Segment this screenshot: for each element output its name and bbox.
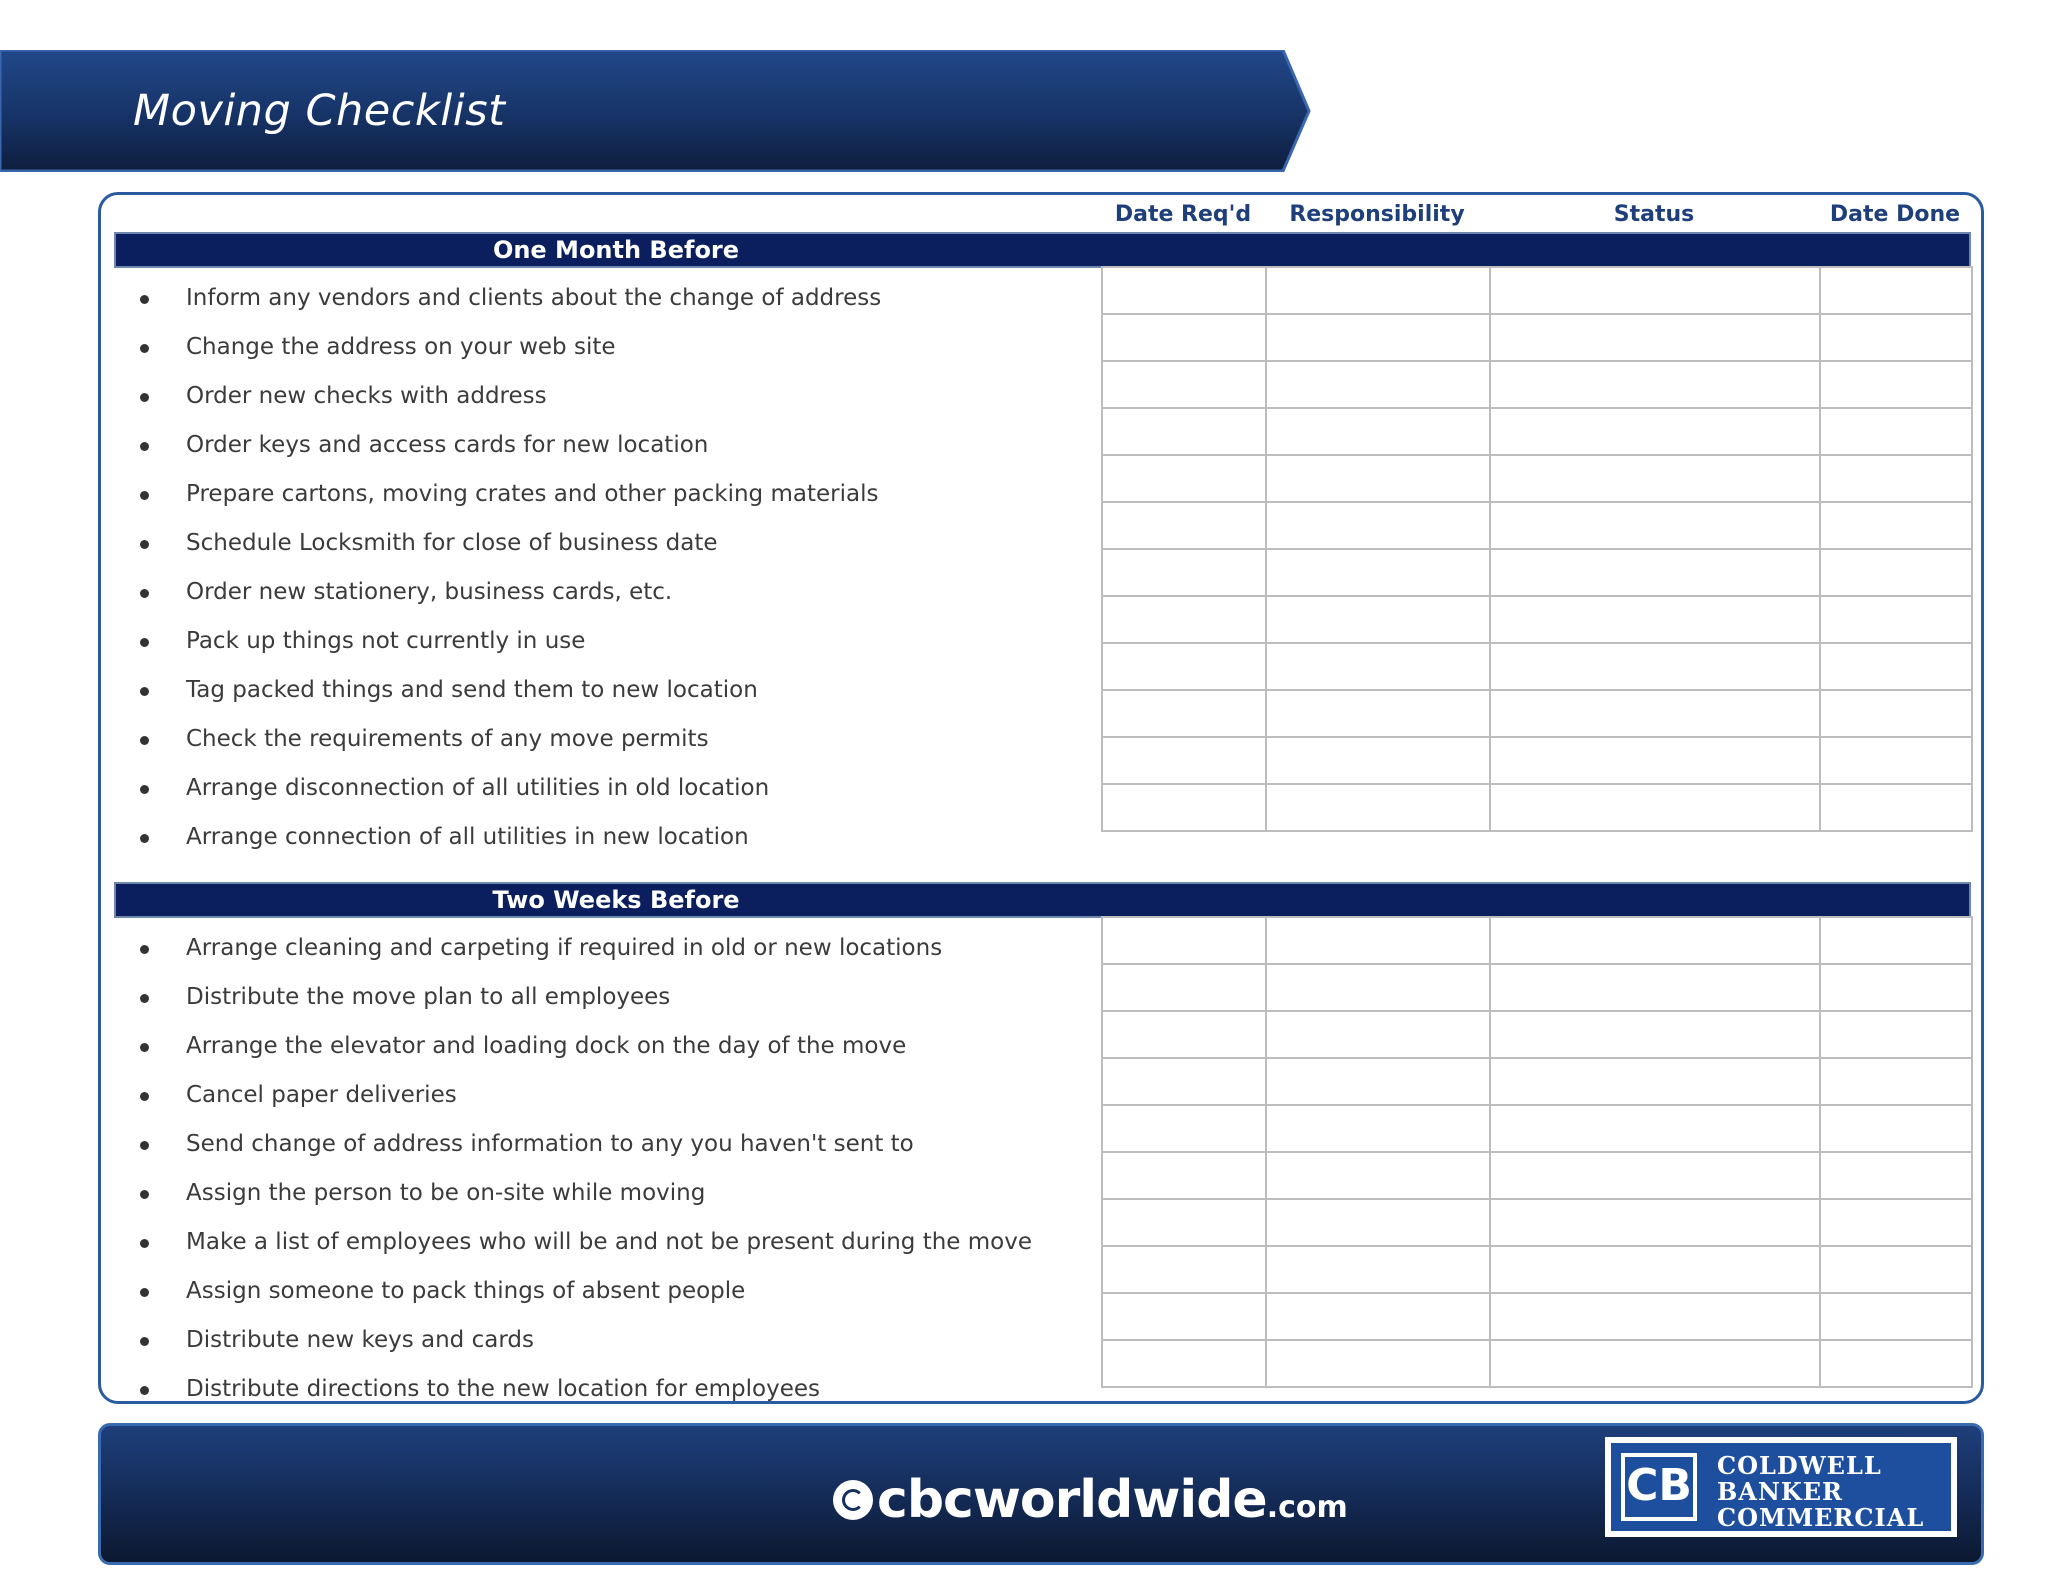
task-text: Assign the person to be on-site while moving [186,1180,706,1206]
date-reqd-cell[interactable] [1102,690,1266,737]
responsibility-cell[interactable] [1266,1199,1490,1246]
status-cell[interactable] [1490,314,1820,361]
date-done-cell[interactable] [1820,549,1972,596]
date-reqd-cell[interactable] [1102,502,1266,549]
date-done-cell[interactable] [1820,1293,1972,1340]
bullet-icon [140,295,149,304]
task-text: Tag packed things and send them to new location [186,677,758,703]
table-row [1102,455,1972,502]
tracking-grid-two-weeks [1101,916,1973,1388]
status-cell[interactable] [1490,643,1820,690]
date-reqd-cell[interactable] [1102,1058,1266,1105]
column-header-date-reqd: Date Req'd [1114,202,1252,227]
table-row [1102,643,1972,690]
column-header-responsibility: Responsibility [1289,202,1465,227]
status-cell[interactable] [1490,1105,1820,1152]
coldwell-banker-logo [1605,1437,1957,1537]
status-cell[interactable] [1490,784,1820,831]
status-cell[interactable] [1490,964,1820,1011]
table-row [1102,361,1972,408]
date-done-cell[interactable] [1820,1199,1972,1246]
date-done-cell[interactable] [1820,964,1972,1011]
bullet-icon [140,1239,149,1248]
date-reqd-cell[interactable] [1102,455,1266,502]
bullet-icon [140,1337,149,1346]
responsibility-cell[interactable] [1266,690,1490,737]
bullet-icon [140,1386,149,1395]
bullet-icon [140,687,149,696]
bullet-icon [140,540,149,549]
website-logo [833,1470,1348,1530]
bullet-icon [140,994,149,1003]
status-cell[interactable] [1490,1199,1820,1246]
logo-box [1611,1443,1951,1531]
date-reqd-cell[interactable] [1102,1152,1266,1199]
date-reqd-cell[interactable] [1102,361,1266,408]
date-done-cell[interactable] [1820,408,1972,455]
task-text: Distribute directions to the new location for employees [186,1376,821,1402]
task-text: Distribute the move plan to all employees [186,984,671,1010]
website-suffix: .com [1266,1490,1348,1525]
status-cell[interactable] [1490,549,1820,596]
status-cell[interactable] [1490,267,1820,314]
date-done-cell[interactable] [1820,1011,1972,1058]
table-row [1102,917,1972,964]
date-done-cell[interactable] [1820,1246,1972,1293]
section-bar-two-weeks [114,882,1971,918]
responsibility-cell[interactable] [1266,1011,1490,1058]
responsibility-cell[interactable] [1266,549,1490,596]
responsibility-cell[interactable] [1266,1152,1490,1199]
date-reqd-cell[interactable] [1102,267,1266,314]
bullet-icon [140,945,149,954]
task-text: Order keys and access cards for new location [186,432,709,458]
responsibility-cell[interactable] [1266,964,1490,1011]
table-row [1102,549,1972,596]
status-cell[interactable] [1490,361,1820,408]
status-cell[interactable] [1490,737,1820,784]
bullet-icon [140,1141,149,1150]
status-cell[interactable] [1490,596,1820,643]
task-text: Arrange disconnection of all utilities in old location [186,775,770,801]
task-text: Arrange connection of all utilities in new location [186,824,749,850]
date-done-cell[interactable] [1820,502,1972,549]
responsibility-cell[interactable] [1266,737,1490,784]
task-text: Make a list of employees who will be and not be present during the move [186,1229,1032,1255]
responsibility-cell[interactable] [1266,917,1490,964]
responsibility-cell[interactable] [1266,1293,1490,1340]
status-cell[interactable] [1490,1293,1820,1340]
section-bar-one-month [114,232,1971,268]
date-done-cell[interactable] [1820,455,1972,502]
task-text: Arrange cleaning and carpeting if required in old or new locations [186,935,943,961]
header-banner [0,50,1312,172]
responsibility-cell[interactable] [1266,784,1490,831]
task-text: Cancel paper deliveries [186,1082,457,1108]
table-row [1102,737,1972,784]
task-text: Pack up things not currently in use [186,628,586,654]
date-done-cell[interactable] [1820,1105,1972,1152]
table-row [1102,1152,1972,1199]
task-text: Order new stationery, business cards, etc. [186,579,673,605]
date-reqd-cell[interactable] [1102,1105,1266,1152]
status-cell[interactable] [1490,502,1820,549]
table-row [1102,1293,1972,1340]
task-text: Assign someone to pack things of absent people [186,1278,746,1304]
responsibility-cell[interactable] [1266,1058,1490,1105]
page-title: Moving Checklist [133,86,506,136]
bullet-icon [140,1043,149,1052]
task-text: Arrange the elevator and loading dock on the day of the move [186,1033,907,1059]
table-row [1102,1011,1972,1058]
date-reqd-cell[interactable] [1102,408,1266,455]
column-header-status: Status [1613,202,1695,227]
bullet-icon [140,589,149,598]
date-reqd-cell[interactable] [1102,737,1266,784]
responsibility-cell[interactable] [1266,408,1490,455]
table-row [1102,1246,1972,1293]
status-cell[interactable] [1490,1011,1820,1058]
date-reqd-cell[interactable] [1102,1246,1266,1293]
date-reqd-cell[interactable] [1102,1293,1266,1340]
status-cell[interactable] [1490,690,1820,737]
table-row [1102,502,1972,549]
date-reqd-cell[interactable] [1102,314,1266,361]
table-row [1102,1105,1972,1152]
date-reqd-cell[interactable] [1102,1340,1266,1387]
date-done-cell[interactable] [1820,1152,1972,1199]
task-text: Check the requirements of any move permits [186,726,709,752]
bullet-icon [140,834,149,843]
table-row [1102,1058,1972,1105]
task-text: Prepare cartons, moving crates and other packing materials [186,481,879,507]
table-row [1102,1340,1972,1387]
responsibility-cell[interactable] [1266,267,1490,314]
date-reqd-cell[interactable] [1102,917,1266,964]
date-reqd-cell[interactable] [1102,1199,1266,1246]
responsibility-cell[interactable] [1266,1340,1490,1387]
table-row [1102,964,1972,1011]
date-reqd-cell[interactable] [1102,784,1266,831]
date-done-cell[interactable] [1820,1058,1972,1105]
task-text: Order new checks with address [186,383,547,409]
status-cell[interactable] [1490,1246,1820,1293]
section-title: Two Weeks Before [492,886,740,914]
column-header-date-done: Date Done [1829,202,1961,227]
responsibility-cell[interactable] [1266,314,1490,361]
bullet-icon [140,638,149,647]
status-cell[interactable] [1490,917,1820,964]
bullet-icon [140,491,149,500]
table-row [1102,1199,1972,1246]
date-done-cell[interactable] [1820,690,1972,737]
status-cell[interactable] [1490,1058,1820,1105]
logo-wordmark [1717,1453,1924,1531]
logo-line: COMMERCIAL [1717,1503,1925,1532]
website-name: cbcworldwide [877,1470,1267,1530]
table-row [1102,690,1972,737]
table-row [1102,596,1972,643]
table-row [1102,784,1972,831]
date-done-cell[interactable] [1820,361,1972,408]
date-done-cell[interactable] [1820,314,1972,361]
date-done-cell[interactable] [1820,1340,1972,1387]
task-text: Inform any vendors and clients about the change of address [186,285,882,311]
date-done-cell[interactable] [1820,643,1972,690]
bullet-icon [140,344,149,353]
cb-monogram-icon: CB [1621,1453,1697,1521]
logo-line: BANKER [1717,1477,1843,1506]
globe-icon [833,1480,873,1520]
task-text: Distribute new keys and cards [186,1327,534,1353]
date-reqd-cell[interactable] [1102,643,1266,690]
date-reqd-cell[interactable] [1102,964,1266,1011]
bullet-icon [140,736,149,745]
responsibility-cell[interactable] [1266,596,1490,643]
date-done-cell[interactable] [1820,917,1972,964]
bullet-icon [140,1288,149,1297]
status-cell[interactable] [1490,1340,1820,1387]
bullet-icon [140,442,149,451]
date-done-cell[interactable] [1820,267,1972,314]
responsibility-cell[interactable] [1266,1105,1490,1152]
responsibility-cell[interactable] [1266,1246,1490,1293]
section-title: One Month Before [492,236,740,264]
status-cell[interactable] [1490,408,1820,455]
status-cell[interactable] [1490,1152,1820,1199]
responsibility-cell[interactable] [1266,455,1490,502]
logo-line: COLDWELL [1717,1451,1882,1480]
table-row [1102,314,1972,361]
task-text: Change the address on your web site [186,334,616,360]
table-row [1102,408,1972,455]
date-done-cell[interactable] [1820,596,1972,643]
date-reqd-cell[interactable] [1102,549,1266,596]
bullet-icon [140,393,149,402]
date-done-cell[interactable] [1820,784,1972,831]
bullet-icon [140,785,149,794]
table-row [1102,267,1972,314]
responsibility-cell[interactable] [1266,502,1490,549]
tracking-grid-one-month [1101,266,1973,832]
task-text: Schedule Locksmith for close of business date [186,530,718,556]
date-reqd-cell[interactable] [1102,596,1266,643]
task-text: Send change of address information to any you haven't sent to [186,1131,914,1157]
bullet-icon [140,1092,149,1101]
bullet-icon [140,1190,149,1199]
date-done-cell[interactable] [1820,737,1972,784]
status-cell[interactable] [1490,455,1820,502]
responsibility-cell[interactable] [1266,643,1490,690]
responsibility-cell[interactable] [1266,361,1490,408]
date-reqd-cell[interactable] [1102,1011,1266,1058]
